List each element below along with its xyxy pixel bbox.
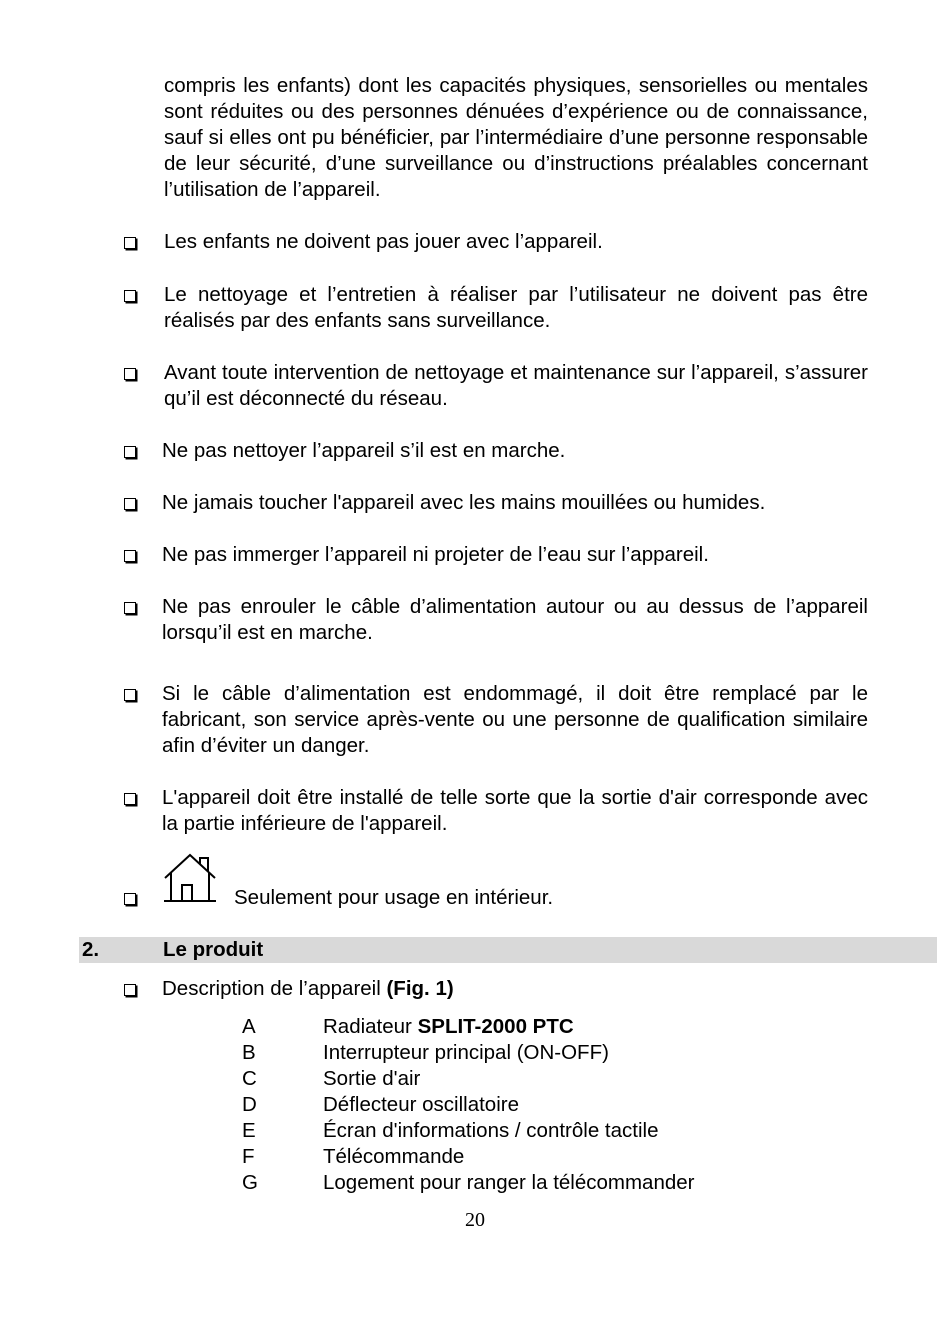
safety-item: Seulement pour usage en intérieur.	[234, 886, 554, 909]
part-description: Interrupteur principal (ON-OFF)	[323, 1041, 609, 1064]
safety-item: L'appareil doit être installé de telle sorte que la sortie d'air corresponde avec la partie inférieure de l'appareil.	[162, 786, 868, 835]
checkbox-bullet-icon	[124, 793, 136, 805]
product-model-name: SPLIT-2000 PTC	[417, 1015, 574, 1038]
checkbox-bullet-icon	[124, 550, 136, 562]
part-description: Écran d'informations / contrôle tactile	[323, 1119, 659, 1142]
safety-item: Le nettoyage et l’entretien à réaliser par l’utilisateur ne doivent pas être réalisés par des enfants sans surveillance.	[164, 283, 868, 332]
product-description-line	[162, 976, 866, 1002]
part-description: Sortie d'air	[323, 1067, 421, 1090]
safety-item: Ne jamais toucher l'appareil avec les mains mouillées ou humides.	[162, 491, 766, 514]
checkbox-bullet-icon	[124, 602, 136, 614]
checkbox-bullet-icon	[124, 368, 136, 380]
part-letter: F	[242, 1145, 255, 1168]
safety-item: Les enfants ne doivent pas jouer avec l’appareil.	[164, 230, 603, 253]
product-description-label: Description de l’appareil	[162, 977, 387, 1000]
checkbox-bullet-icon	[124, 446, 136, 458]
intro-continuation-text: compris les enfants) dont les capacités physiques, sensorielles ou mentales sont réduites ou des personnes dénuées d’expérience ou de connaissance, sauf si elles ont pu bénéficier, par l’intermédiaire d’une personne responsable de leur sécurité, d’une surveillance ou d’instructions préalables concernant l’utilisation de l’appareil.	[164, 74, 868, 201]
part-description: Télécommande	[323, 1145, 465, 1168]
part-description: Déflecteur oscillatoire	[323, 1093, 519, 1116]
part-letter: A	[242, 1015, 256, 1038]
part-letter: B	[242, 1041, 256, 1064]
checkbox-bullet-icon	[124, 689, 136, 701]
safety-item: Ne pas nettoyer l’appareil s’il est en marche.	[162, 439, 566, 462]
part-letter: D	[242, 1093, 257, 1116]
checkbox-bullet-icon	[124, 237, 136, 249]
safety-item: Ne pas immerger l’appareil ni projeter de l’eau sur l’appareil.	[162, 543, 709, 566]
safety-item: Ne pas enrouler le câble d’alimentation autour ou au dessus de l’appareil lorsqu’il est en marche.	[162, 595, 868, 644]
checkbox-bullet-icon	[124, 893, 136, 905]
checkbox-bullet-icon	[124, 290, 136, 302]
section-number: 2.	[82, 938, 100, 961]
safety-item: Avant toute intervention de nettoyage et maintenance sur l’appareil, s’assurer qu’il est déconnecté du réseau.	[164, 361, 868, 410]
safety-item: Si le câble d’alimentation est endommagé, il doit être remplacé par le fabricant, son service après-vente ou une personne de qualification similaire afin d’éviter un danger.	[162, 682, 868, 757]
part-description	[323, 1014, 574, 1040]
checkbox-bullet-icon	[124, 984, 136, 996]
section-title: Le produit	[163, 938, 264, 961]
checkbox-bullet-icon	[124, 498, 136, 510]
part-letter: G	[242, 1171, 258, 1194]
part-letter: E	[242, 1119, 256, 1142]
house-icon	[162, 852, 218, 904]
part-description: Logement pour ranger la télécommander	[323, 1171, 695, 1194]
figure-reference: (Fig. 1)	[386, 977, 454, 1000]
page-number: 20	[465, 1209, 485, 1231]
part-text: Radiateur	[323, 1015, 418, 1038]
part-letter: C	[242, 1067, 257, 1090]
